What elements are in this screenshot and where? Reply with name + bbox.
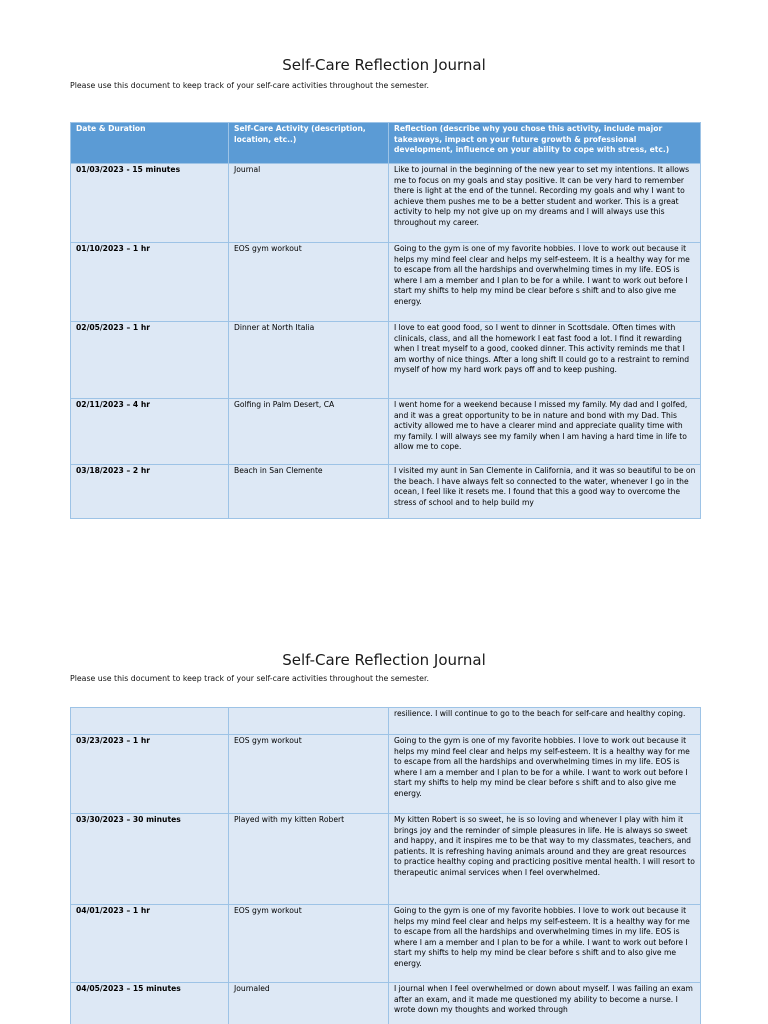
reflection-cell: I visited my aunt in San Clemente in California, and it was so beautiful to be on the beach. I have always felt so connected to the water, whenever I go in the ocean, I feel like it resets me. I found that this a good way to overcome the stress of school and to help build my — [389, 465, 701, 519]
journal-instructions: Please use this document to keep track of your self-care activities throughout the semester. — [70, 674, 429, 683]
table-row — [71, 465, 701, 519]
activity-cell: Beach in San Clemente — [229, 465, 389, 519]
journal-page-2 — [0, 596, 768, 1024]
journal-title: Self-Care Reflection Journal — [282, 56, 486, 74]
activity-cell: EOS gym workout — [229, 243, 389, 322]
header-reflection: Reflection (describe why you chose this activity, include major takeaways, impact on your future growth & professional development, influence on your ability to cope with stress, etc.) — [389, 123, 701, 164]
reflection-cell: Going to the gym is one of my favorite hobbies. I love to work out because it helps my mind feel clear and helps my self-esteem. It is a healthy way for me to escape from all the hardships and overwhelming times in my life. EOS is where I am a member and I plan to be for a while. I want to work out before I start my shifts to help my mind be clear before s shift and to also give me energy. — [389, 905, 701, 983]
table-row — [71, 735, 701, 814]
date-duration-cell — [71, 708, 229, 735]
date-duration-cell: 03/23/2023 – 1 hr — [71, 735, 229, 814]
header-activity: Self-Care Activity (description, location, etc..) — [229, 123, 389, 164]
table-row — [71, 243, 701, 322]
reflection-cell: resilience. I will continue to go to the beach for self-care and healthy coping. — [389, 708, 701, 735]
date-duration-cell: 04/05/2023 – 15 minutes — [71, 983, 229, 1024]
table-row — [71, 905, 701, 983]
table-row — [71, 399, 701, 465]
date-duration-cell: 04/01/2023 – 1 hr — [71, 905, 229, 983]
journal-instructions: Please use this document to keep track of your self-care activities throughout the semester. — [70, 81, 429, 90]
reflection-cell: I journal when I feel overwhelmed or down about myself. I was failing an exam after an exam, and it made me questioned my ability to become a nurse. I wrote down my thoughts and worked through — [389, 983, 701, 1024]
table-row — [71, 708, 701, 735]
table-header-row — [71, 123, 701, 164]
activity-cell: Golfing in Palm Desert, CA — [229, 399, 389, 465]
reflection-cell: My kitten Robert is so sweet, he is so loving and whenever I play with him it brings joy and the reminder of simple pleasures in life. He is always so sweet and happy, and it inspires me to be that way to my classmates, teachers, and patients. It is refreshing having animals around and they are great resources to practice healthy coping and practicing positive mental health. I will resort to therapeutic animal services when I feel overwhelmed. — [389, 814, 701, 905]
date-duration-cell: 01/03/2023 - 15 minutes — [71, 164, 229, 243]
date-duration-cell: 02/05/2023 – 1 hr — [71, 322, 229, 399]
table-row — [71, 814, 701, 905]
header-date-duration: Date & Duration — [71, 123, 229, 164]
reflection-cell: Like to journal in the beginning of the new year to set my intentions. It allows me to focus on my goals and stay positive. It can be very hard to remember there is light at the end of the tunnel. Recording my goals and why I want to achieve them pushes me to be a better student and worker. This is a great activity to help my not give up on my dreams and I will always use this throughout my career. — [389, 164, 701, 243]
self-care-table — [70, 707, 701, 1024]
date-duration-cell: 03/18/2023 – 2 hr — [71, 465, 229, 519]
activity-cell: EOS gym workout — [229, 905, 389, 983]
date-duration-cell: 03/30/2023 – 30 minutes — [71, 814, 229, 905]
activity-cell: Journal — [229, 164, 389, 243]
table-row — [71, 983, 701, 1024]
journal-title: Self-Care Reflection Journal — [282, 651, 486, 669]
reflection-cell: I love to eat good food, so I went to dinner in Scottsdale. Often times with clinicals, class, and all the homework I eat fast food a lot. I find it rewarding when I treat myself to a good, cooked dinner. This activity reminds me that I am worthy of nice things. After a long shift II could go to a restraint to remind myself of how my hard work pays off and to keep pushing. — [389, 322, 701, 399]
activity-cell — [229, 708, 389, 735]
reflection-cell: Going to the gym is one of my favorite hobbies. I love to work out because it helps my mind feel clear and helps my self-esteem. It is a healthy way for me to escape from all the hardships and overwhelming times in my life. EOS is where I am a member and I plan to be for a while. I want to work out before I start my shifts to help my mind be clear before s shift and to also give me energy. — [389, 243, 701, 322]
reflection-cell: I went home for a weekend because I missed my family. My dad and I golfed, and it was a great opportunity to be in nature and bond with my Dad. This activity allowed me to have a clearer mind and appreciate quality time with my family. I will always see my family when I am having a hard time in life to allow me to cope. — [389, 399, 701, 465]
self-care-table — [70, 122, 701, 519]
activity-cell: EOS gym workout — [229, 735, 389, 814]
date-duration-cell: 01/10/2023 – 1 hr — [71, 243, 229, 322]
activity-cell: Played with my kitten Robert — [229, 814, 389, 905]
reflection-cell: Going to the gym is one of my favorite hobbies. I love to work out because it helps my mind feel clear and helps my self-esteem. It is a healthy way for me to escape from all the hardships and overwhelming times in my life. EOS is where I am a member and I plan to be for a while. I want to work out before I start my shifts to help my mind be clear before s shift and to also give me energy. — [389, 735, 701, 814]
table-row — [71, 322, 701, 399]
activity-cell: Journaled — [229, 983, 389, 1024]
date-duration-cell: 02/11/2023 – 4 hr — [71, 399, 229, 465]
activity-cell: Dinner at North Italia — [229, 322, 389, 399]
table-row — [71, 164, 701, 243]
